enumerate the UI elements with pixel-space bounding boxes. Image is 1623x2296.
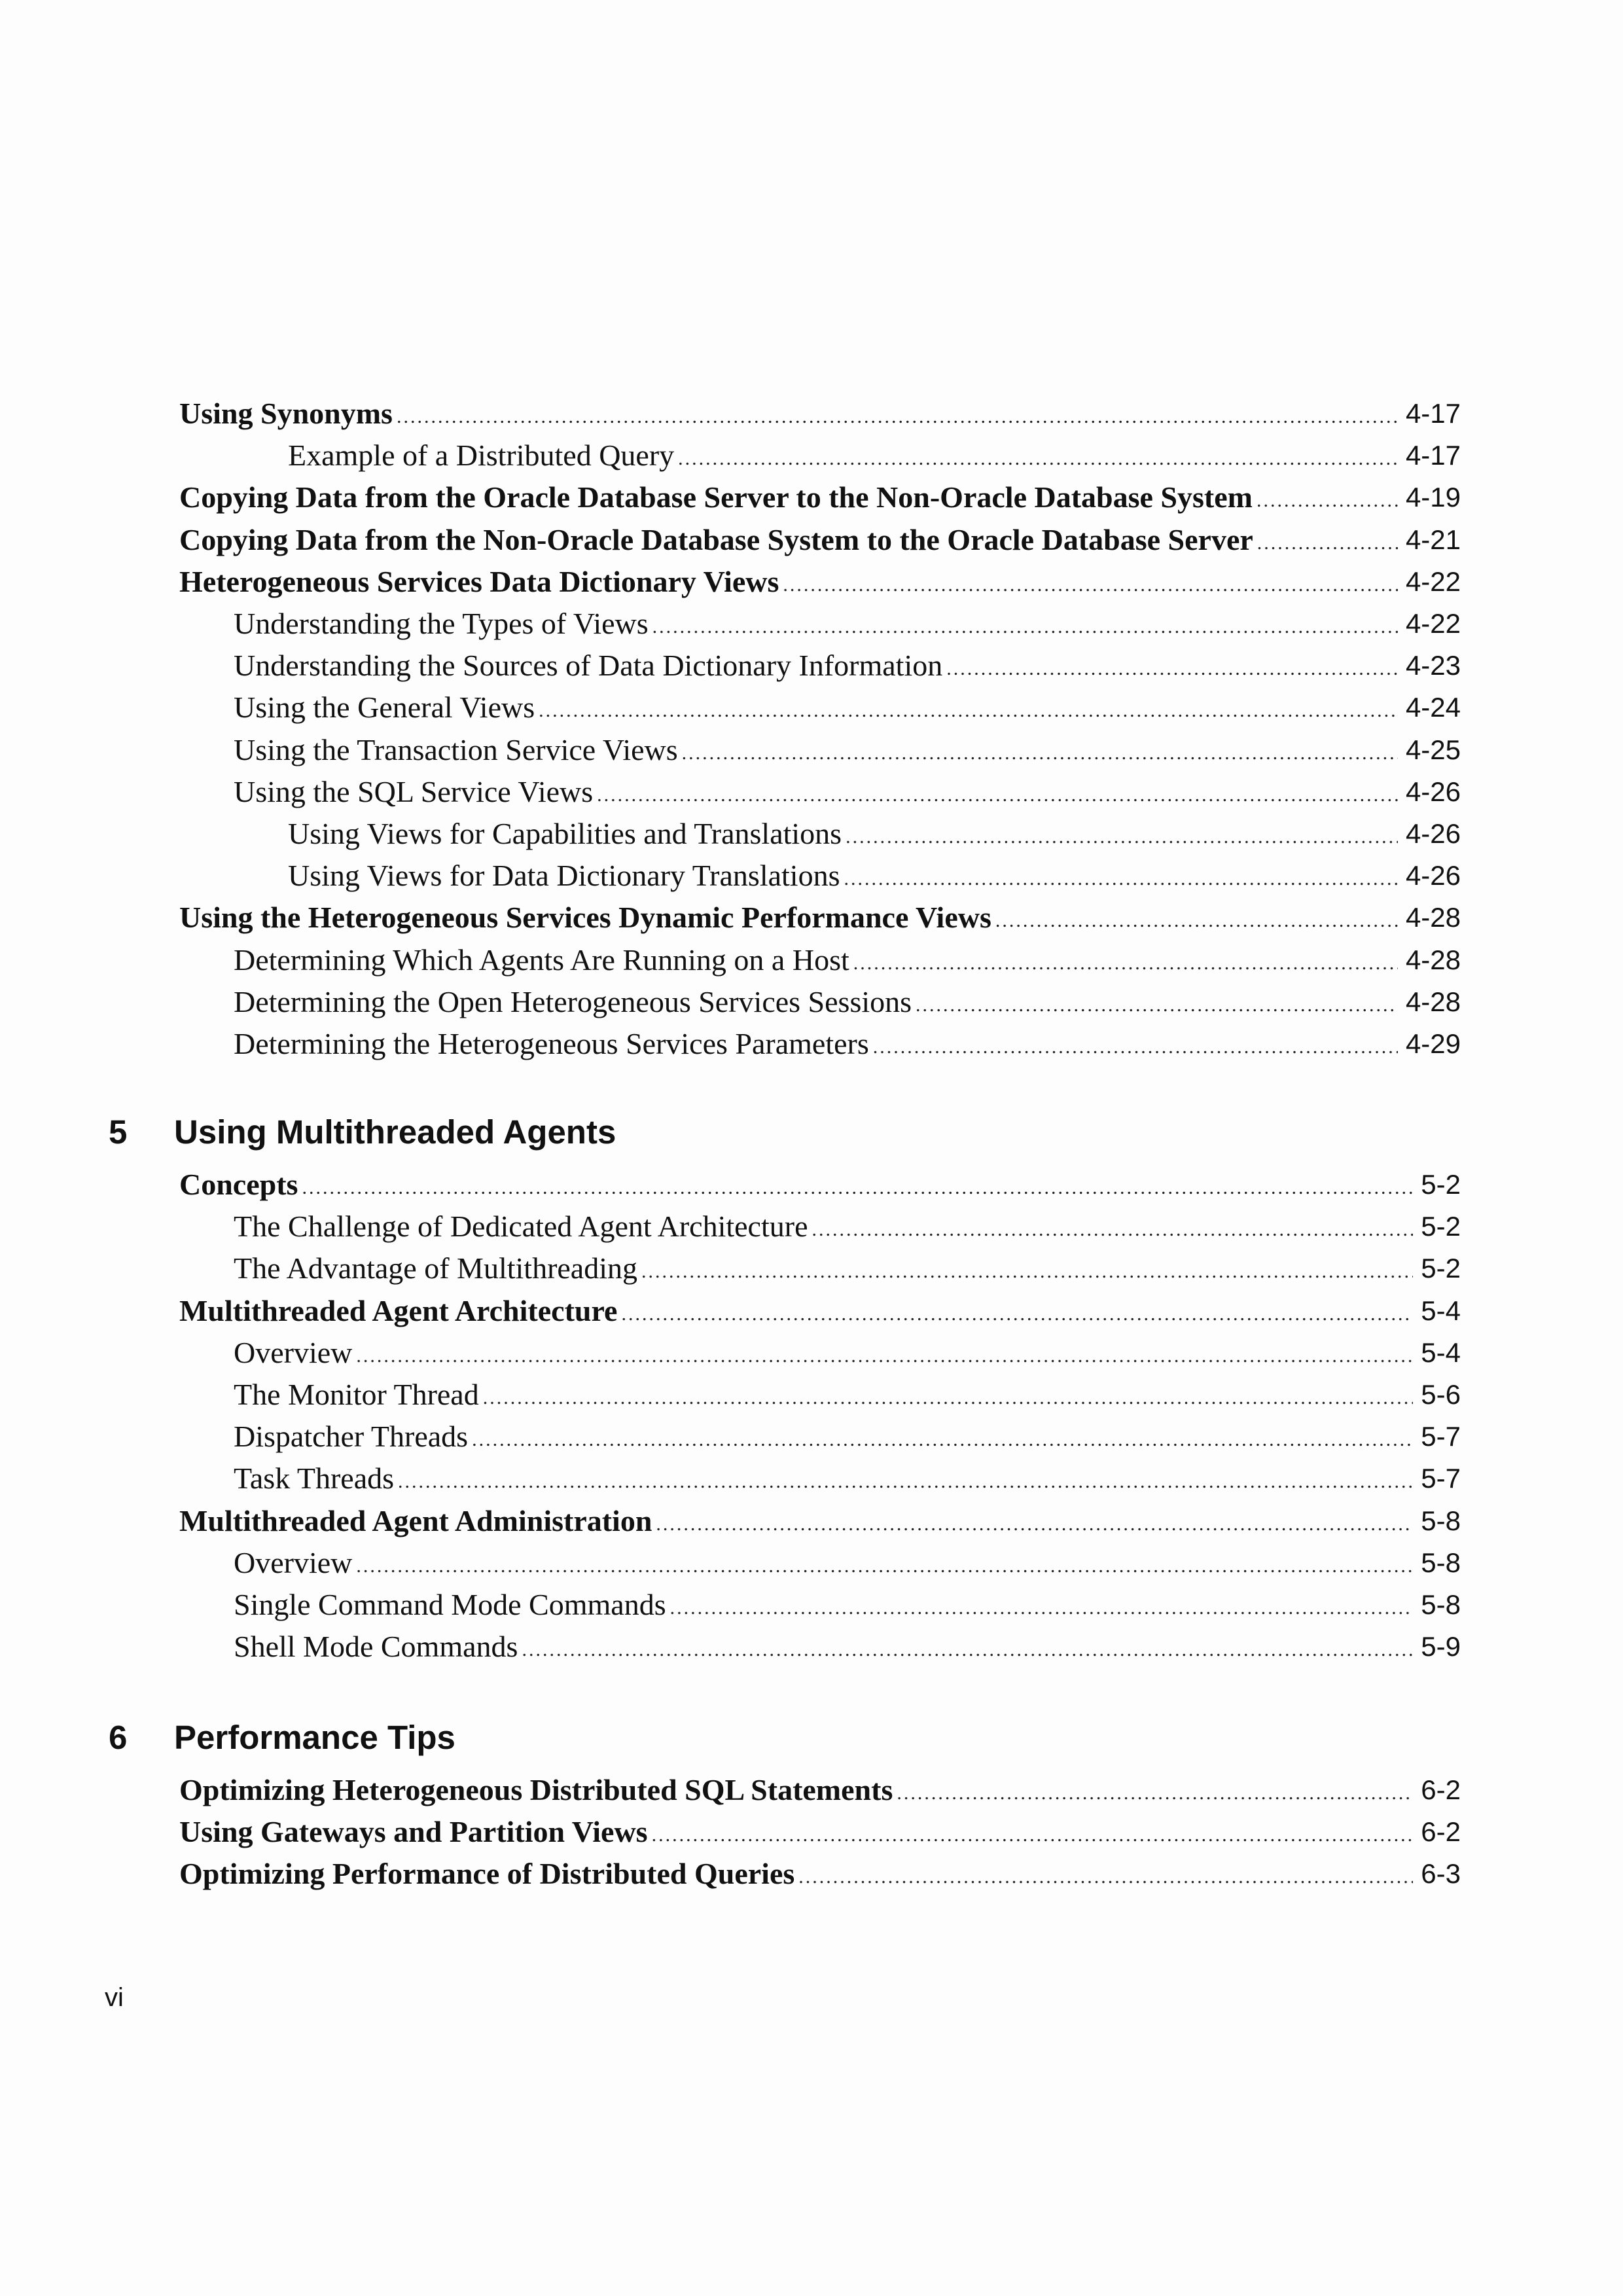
toc-entry[interactable] bbox=[179, 1811, 1461, 1853]
dot-leader bbox=[397, 399, 1398, 435]
toc-entry-title: Determining Which Agents Are Running on a Host bbox=[234, 942, 849, 977]
dot-leader bbox=[652, 1818, 1414, 1853]
dot-leader bbox=[812, 1212, 1413, 1247]
dot-leader bbox=[873, 1030, 1398, 1065]
toc-entry-page: 4-29 bbox=[1405, 1028, 1461, 1059]
toc-entry-title: Example of a Distributed Query bbox=[288, 439, 675, 473]
dot-leader bbox=[356, 1338, 1413, 1374]
toc-entry[interactable] bbox=[179, 1853, 1461, 1895]
dot-leader bbox=[783, 567, 1398, 603]
dot-leader bbox=[897, 1776, 1413, 1811]
dot-leader bbox=[670, 1590, 1414, 1626]
toc-entry[interactable] bbox=[234, 645, 1461, 687]
toc-entry-title: Determining the Open Heterogeneous Services Sessions bbox=[234, 984, 912, 1018]
toc-entry-title: Copying Data from the Oracle Database Server to the Non-Oracle Database System bbox=[179, 480, 1253, 514]
toc-entry-title: Shell Mode Commands bbox=[234, 1630, 518, 1664]
toc-entry[interactable] bbox=[179, 393, 1461, 435]
toc-entry-title: Heterogeneous Services Data Dictionary Views bbox=[179, 564, 779, 598]
toc-entry-page: 5-6 bbox=[1421, 1379, 1461, 1410]
dot-leader bbox=[472, 1422, 1413, 1458]
toc-entry[interactable] bbox=[234, 939, 1461, 981]
dot-leader bbox=[398, 1464, 1413, 1499]
toc-entry[interactable] bbox=[179, 1500, 1461, 1542]
dot-leader bbox=[641, 1254, 1413, 1289]
toc-entry-title: Using the SQL Service Views bbox=[234, 774, 594, 808]
toc-entry-page: 5-2 bbox=[1421, 1253, 1461, 1284]
dot-leader bbox=[356, 1549, 1413, 1584]
toc-entry[interactable] bbox=[234, 1247, 1461, 1289]
toc-entry[interactable] bbox=[234, 1332, 1461, 1374]
toc-entry[interactable] bbox=[234, 687, 1461, 728]
toc-entry-page: 5-7 bbox=[1421, 1463, 1461, 1494]
dot-leader bbox=[302, 1170, 1413, 1206]
chapter-heading[interactable] bbox=[109, 1712, 1025, 1764]
dot-leader bbox=[522, 1632, 1413, 1668]
toc-entry-page: 4-28 bbox=[1405, 986, 1461, 1017]
toc-entry[interactable] bbox=[179, 561, 1461, 603]
toc-entry-page: 4-22 bbox=[1405, 565, 1461, 597]
dot-leader bbox=[844, 861, 1397, 897]
chapter-number: 6 bbox=[109, 1719, 128, 1756]
toc-entry[interactable] bbox=[234, 1023, 1461, 1065]
toc-entry-title: Optimizing Heterogeneous Distributed SQL Statements bbox=[179, 1773, 893, 1806]
toc-entry[interactable] bbox=[234, 729, 1461, 771]
dot-leader bbox=[597, 778, 1398, 813]
toc-entry-title: The Challenge of Dedicated Agent Architecture bbox=[234, 1210, 808, 1244]
toc-entry[interactable] bbox=[179, 897, 1461, 939]
toc-entry[interactable] bbox=[179, 1769, 1461, 1811]
toc-entry-title: Multithreaded Agent Administration bbox=[179, 1503, 652, 1537]
chapter-title: Using Multithreaded Agents bbox=[174, 1113, 616, 1151]
toc-entry[interactable] bbox=[179, 519, 1461, 561]
toc-entry-title: Using Synonyms bbox=[179, 397, 393, 430]
toc-entry[interactable] bbox=[288, 435, 1461, 476]
toc-entry-page: 5-2 bbox=[1421, 1169, 1461, 1200]
toc-entry-page: 4-23 bbox=[1405, 650, 1461, 681]
toc-entry-title: The Monitor Thread bbox=[234, 1378, 479, 1411]
toc-entry-page: 4-22 bbox=[1405, 608, 1461, 639]
toc-entry-page: 5-4 bbox=[1421, 1295, 1461, 1326]
chapter-heading[interactable] bbox=[109, 1106, 1025, 1158]
toc-entry-title: Using the Transaction Service Views bbox=[234, 732, 678, 766]
toc-entry-title: Concepts bbox=[179, 1168, 298, 1201]
toc-entry-page: 5-8 bbox=[1421, 1505, 1461, 1536]
toc-entry-title: Using Views for Capabilities and Translations bbox=[288, 817, 842, 850]
toc-entry[interactable] bbox=[234, 1416, 1461, 1458]
toc-entry-title: Overview bbox=[234, 1545, 353, 1579]
toc-entry[interactable] bbox=[234, 1374, 1461, 1416]
dot-leader bbox=[539, 693, 1398, 728]
toc-entry-page: 4-19 bbox=[1405, 482, 1461, 513]
toc-entry-title: The Advantage of Multithreading bbox=[234, 1251, 638, 1285]
toc-entry-page: 4-17 bbox=[1405, 398, 1461, 429]
toc-entry-title: Multithreaded Agent Architecture bbox=[179, 1293, 618, 1327]
dot-leader bbox=[652, 609, 1398, 645]
toc-entry[interactable] bbox=[234, 1584, 1461, 1626]
toc-entry-title: Using Views for Data Dictionary Translations bbox=[288, 859, 840, 893]
toc-entry[interactable] bbox=[288, 813, 1461, 855]
dot-leader bbox=[798, 1859, 1413, 1895]
toc-entry-page: 4-26 bbox=[1405, 818, 1461, 849]
toc-entry-page: 5-4 bbox=[1421, 1336, 1461, 1368]
toc-entry-page: 5-8 bbox=[1421, 1547, 1461, 1578]
toc-entry-title: Using Gateways and Partition Views bbox=[179, 1815, 648, 1849]
dot-leader bbox=[846, 819, 1398, 855]
toc-entry-page: 4-28 bbox=[1405, 944, 1461, 975]
toc-entry-page: 4-21 bbox=[1405, 524, 1461, 555]
toc-entry[interactable] bbox=[234, 1542, 1461, 1584]
toc-entry[interactable] bbox=[234, 1626, 1461, 1668]
dot-leader bbox=[1257, 483, 1398, 518]
toc-entry[interactable] bbox=[179, 476, 1461, 518]
toc-entry-title: Task Threads bbox=[234, 1462, 395, 1496]
dot-leader bbox=[1257, 526, 1398, 561]
toc-entry-title: Understanding the Sources of Data Dictionary Information bbox=[234, 649, 943, 683]
dot-leader bbox=[621, 1297, 1413, 1332]
toc-entry-title: Single Command Mode Commands bbox=[234, 1588, 666, 1621]
toc-entry-page: 4-24 bbox=[1405, 692, 1461, 723]
toc-entry-page: 4-28 bbox=[1405, 902, 1461, 933]
toc-entry[interactable] bbox=[234, 603, 1461, 645]
toc-entry-page: 5-8 bbox=[1421, 1589, 1461, 1620]
chapter-title: Performance Tips bbox=[174, 1719, 455, 1756]
toc-entry-title: Using the Heterogeneous Services Dynamic Performance Views bbox=[179, 901, 991, 935]
dot-leader bbox=[853, 946, 1398, 981]
toc-entry-page: 6-2 bbox=[1421, 1774, 1461, 1805]
toc-entry-page: 4-26 bbox=[1405, 776, 1461, 807]
toc-entry[interactable] bbox=[234, 771, 1461, 813]
dot-leader bbox=[916, 988, 1398, 1023]
toc-entry-title: Dispatcher Threads bbox=[234, 1420, 469, 1454]
toc-entry[interactable] bbox=[288, 855, 1461, 897]
dot-leader bbox=[682, 736, 1398, 771]
toc-entry-page: 5-9 bbox=[1421, 1631, 1461, 1662]
toc-entry-title: Using the General Views bbox=[234, 691, 535, 725]
toc-entry-page: 4-25 bbox=[1405, 734, 1461, 765]
toc-entry-title: Copying Data from the Non-Oracle Database System to the Oracle Database Server bbox=[179, 522, 1253, 556]
toc-entry-title: Optimizing Performance of Distributed Queries bbox=[179, 1857, 795, 1891]
toc-entry-page: 5-2 bbox=[1421, 1211, 1461, 1242]
toc-entry-title: Determining the Heterogeneous Services Parameters bbox=[234, 1027, 869, 1060]
dot-leader bbox=[483, 1380, 1414, 1416]
toc-entry-title: Understanding the Types of Views bbox=[234, 607, 649, 640]
toc-entry-page: 4-26 bbox=[1405, 860, 1461, 891]
toc-entry-page: 5-7 bbox=[1421, 1421, 1461, 1452]
dot-leader bbox=[946, 651, 1398, 687]
toc-entry[interactable] bbox=[234, 1206, 1461, 1247]
toc-entry[interactable] bbox=[179, 1290, 1461, 1332]
dot-leader bbox=[678, 441, 1398, 476]
dot-leader bbox=[995, 903, 1398, 939]
page-number: vi bbox=[105, 1983, 124, 2012]
toc-entry[interactable] bbox=[179, 1164, 1461, 1206]
dot-leader bbox=[656, 1507, 1413, 1542]
toc-entry-page: 6-2 bbox=[1421, 1816, 1461, 1848]
toc-entry[interactable] bbox=[234, 981, 1461, 1023]
toc-entry[interactable] bbox=[234, 1458, 1461, 1499]
toc-entry-title: Overview bbox=[234, 1335, 353, 1369]
chapter-number: 5 bbox=[109, 1113, 128, 1151]
toc-entry-page: 4-17 bbox=[1405, 440, 1461, 471]
toc-entry-page: 6-3 bbox=[1421, 1858, 1461, 1890]
